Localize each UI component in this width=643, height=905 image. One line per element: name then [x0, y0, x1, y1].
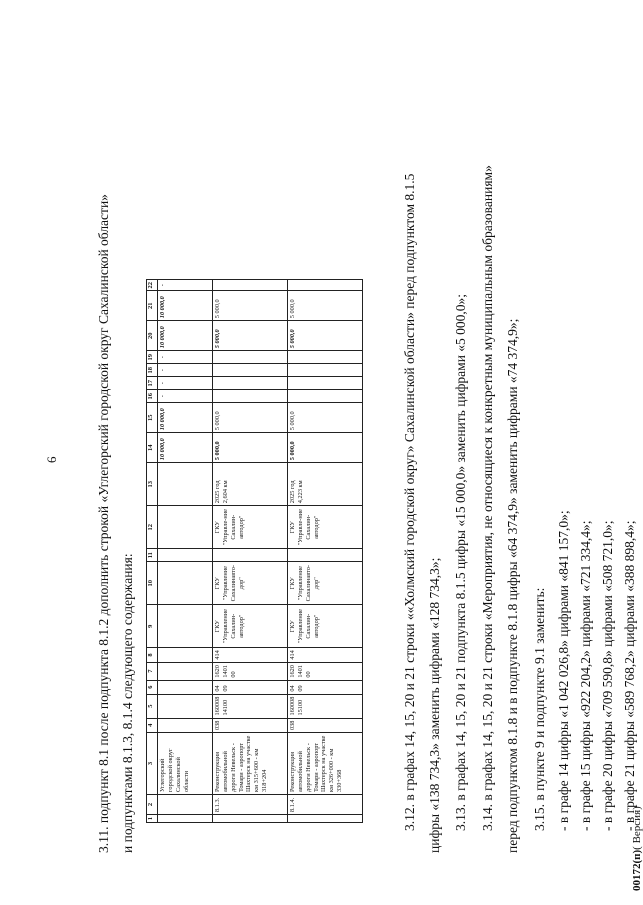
value-cell: - — [158, 377, 213, 390]
municipality-name: Углегорский городской округ Сахалинской области — [158, 733, 213, 795]
cell: 038 — [288, 718, 363, 732]
cell — [288, 377, 363, 390]
cell — [288, 815, 363, 823]
header-cell: 10 — [147, 562, 158, 605]
cell — [213, 280, 288, 291]
header-cell: 12 — [147, 506, 158, 549]
paragraph-3-14-line-2: перед подпунктом 8.1.8 и в подпункте 8.1.8 цифры «64 374,9» заменить цифрами «74 374,9»; — [505, 318, 520, 853]
cell: 1620 1401 00 — [288, 662, 363, 680]
bullet-item: - в графе 15 цифры «922 204,2» цифрами «721 334,4»; — [578, 520, 593, 831]
value-cell: 5 000,0 — [288, 321, 363, 351]
header-cell: 18 — [147, 364, 158, 377]
cell: 2025 год 4,223 км — [288, 463, 363, 506]
cell — [158, 562, 213, 605]
cell: ГКУ "Управле-ние Сахалин-автодор" — [213, 506, 288, 549]
table-header-row — [147, 280, 158, 823]
cell — [213, 351, 288, 364]
cell: ГКУ "Управление Сахалинавто-дор" — [213, 562, 288, 605]
cell: 414 — [213, 648, 288, 662]
value-cell: - — [158, 364, 213, 377]
row-number: 8.1.4. — [288, 795, 363, 815]
cell — [158, 463, 213, 506]
value-cell: 10 000,0 — [158, 321, 213, 351]
bullet-item: - в графе 21 цифры «589 768,2» цифрами «388 898,4»; — [622, 520, 637, 831]
cell — [158, 680, 213, 694]
cell: ГКУ "Управле-ние Сахалин-автодор" — [288, 506, 363, 549]
value-cell: 10 000,0 — [158, 291, 213, 321]
header-cell: 21 — [147, 291, 158, 321]
value-cell: 5 000,0 — [213, 321, 288, 351]
cell: ГКУ "Управление Сахалин-автодор" — [213, 605, 288, 648]
header-cell: 22 — [147, 280, 158, 291]
cell — [158, 648, 213, 662]
table-row — [213, 280, 288, 823]
paragraph-3-15: 3.15. в пункте 9 и подпункте 9.1 заменить: — [532, 587, 547, 831]
header-cell: 2 — [147, 795, 158, 815]
table-row-municipality — [158, 280, 213, 823]
amendment-table — [146, 279, 363, 823]
header-cell: 9 — [147, 605, 158, 648]
cell — [213, 390, 288, 403]
header-cell: 1 — [147, 815, 158, 823]
header-cell: 5 — [147, 694, 158, 718]
header-cell: 6 — [147, 680, 158, 694]
value-cell: - — [158, 390, 213, 403]
value-cell: 5 000,0 — [288, 403, 363, 433]
cell — [158, 694, 213, 718]
row-number: 8.1.3. — [213, 795, 288, 815]
paragraph-3-11-line-2: и подпунктами 8.1.3, 8.1.4 следующего содержания: — [120, 553, 135, 853]
value-cell: 10 000,0 — [158, 433, 213, 463]
cell — [158, 549, 213, 562]
cell — [158, 718, 213, 732]
cell — [213, 549, 288, 562]
cell: 038 — [213, 718, 288, 732]
cell: 1620 1401 00 — [213, 662, 288, 680]
value-cell: - — [158, 351, 213, 364]
cell: 04 09 — [213, 680, 288, 694]
value-cell: 5 000,0 — [213, 403, 288, 433]
header-cell: 15 — [147, 403, 158, 433]
header-cell: 17 — [147, 377, 158, 390]
value-cell: 5 000,0 — [213, 291, 288, 321]
cell — [158, 605, 213, 648]
table-row — [288, 280, 363, 823]
paragraph-3-12-line-2: цифры «138 734,3» заменить цифрами «128 734,3»; — [427, 557, 442, 853]
header-cell: 19 — [147, 351, 158, 364]
document-footer — [631, 806, 643, 891]
document-version: ( Версия) — [631, 806, 643, 850]
value-cell: 5 000,0 — [288, 433, 363, 463]
document-code: 00172(п) — [631, 849, 643, 891]
cell — [288, 280, 363, 291]
cell: 160008 14100 — [213, 694, 288, 718]
paragraph-3-14-line-1: 3.14. в графах 14, 15, 20 и 21 строки «Мероприятия, не относящиеся к конкретным муниципальным образованиям» — [480, 165, 495, 831]
header-cell: 20 — [147, 321, 158, 351]
row-name: Реконструкция автомобильной дороги Невельск - Томари - аэропорт Шахтерск на участке км 315+600 - км 318+204 — [213, 733, 288, 795]
cell — [213, 377, 288, 390]
cell — [213, 815, 288, 823]
bullet-item: - в графе 20 цифры «709 590,8» цифрами «508 721,0»; — [600, 520, 615, 831]
cell — [158, 506, 213, 549]
cell: ГКУ "Управление Сахалинавто-дор" — [288, 562, 363, 605]
cell — [288, 364, 363, 377]
header-cell: 3 — [147, 733, 158, 795]
header-cell: 16 — [147, 390, 158, 403]
paragraph-3-11-line-1: 3.11. подпункт 8.1 после подпункта 8.1.2 дополнить строкой «Углегорский городской округ Сахалинской области» — [96, 194, 111, 853]
header-cell: 7 — [147, 662, 158, 680]
cell: 160008 15100 — [288, 694, 363, 718]
paragraph-3-13: 3.13. в графах 14, 15, 20 и 21 подпункта 8.1.5 цифры «15 000,0» заменить цифрами «5 000,0»; — [453, 293, 468, 831]
page-number: 6 — [44, 456, 59, 463]
cell — [213, 364, 288, 377]
value-cell: 10 000,0 — [158, 403, 213, 433]
cell: 414 — [288, 648, 363, 662]
value-cell: - — [158, 280, 213, 291]
cell — [288, 390, 363, 403]
row-name: Реконструкция автомобильной дороги Невельск - Томари - аэропорт Шахтерск на участке км 326+000 - км 330+368 — [288, 733, 363, 795]
header-cell: 13 — [147, 463, 158, 506]
header-cell: 11 — [147, 549, 158, 562]
cell — [288, 351, 363, 364]
paragraph-3-12-line-1: 3.12. в графах 14, 15, 20 и 21 строки ««Холмский городской округ» Сахалинской области» перед подпунктом 8.1.5 — [402, 173, 417, 831]
cell: 04 09 — [288, 680, 363, 694]
bullet-item: - в графе 14 цифры «1 042 026,8» цифрами «841 157,0»; — [556, 510, 571, 831]
cell — [158, 662, 213, 680]
header-cell: 4 — [147, 718, 158, 732]
value-cell: 5 000,0 — [213, 433, 288, 463]
cell — [158, 795, 213, 815]
cell: 2025 год 2,604 км — [213, 463, 288, 506]
header-cell: 8 — [147, 648, 158, 662]
cell — [158, 815, 213, 823]
value-cell: 5 000,0 — [288, 291, 363, 321]
header-cell: 14 — [147, 433, 158, 463]
cell: ГКУ "Управление Сахалин-автодор" — [288, 605, 363, 648]
cell — [288, 549, 363, 562]
